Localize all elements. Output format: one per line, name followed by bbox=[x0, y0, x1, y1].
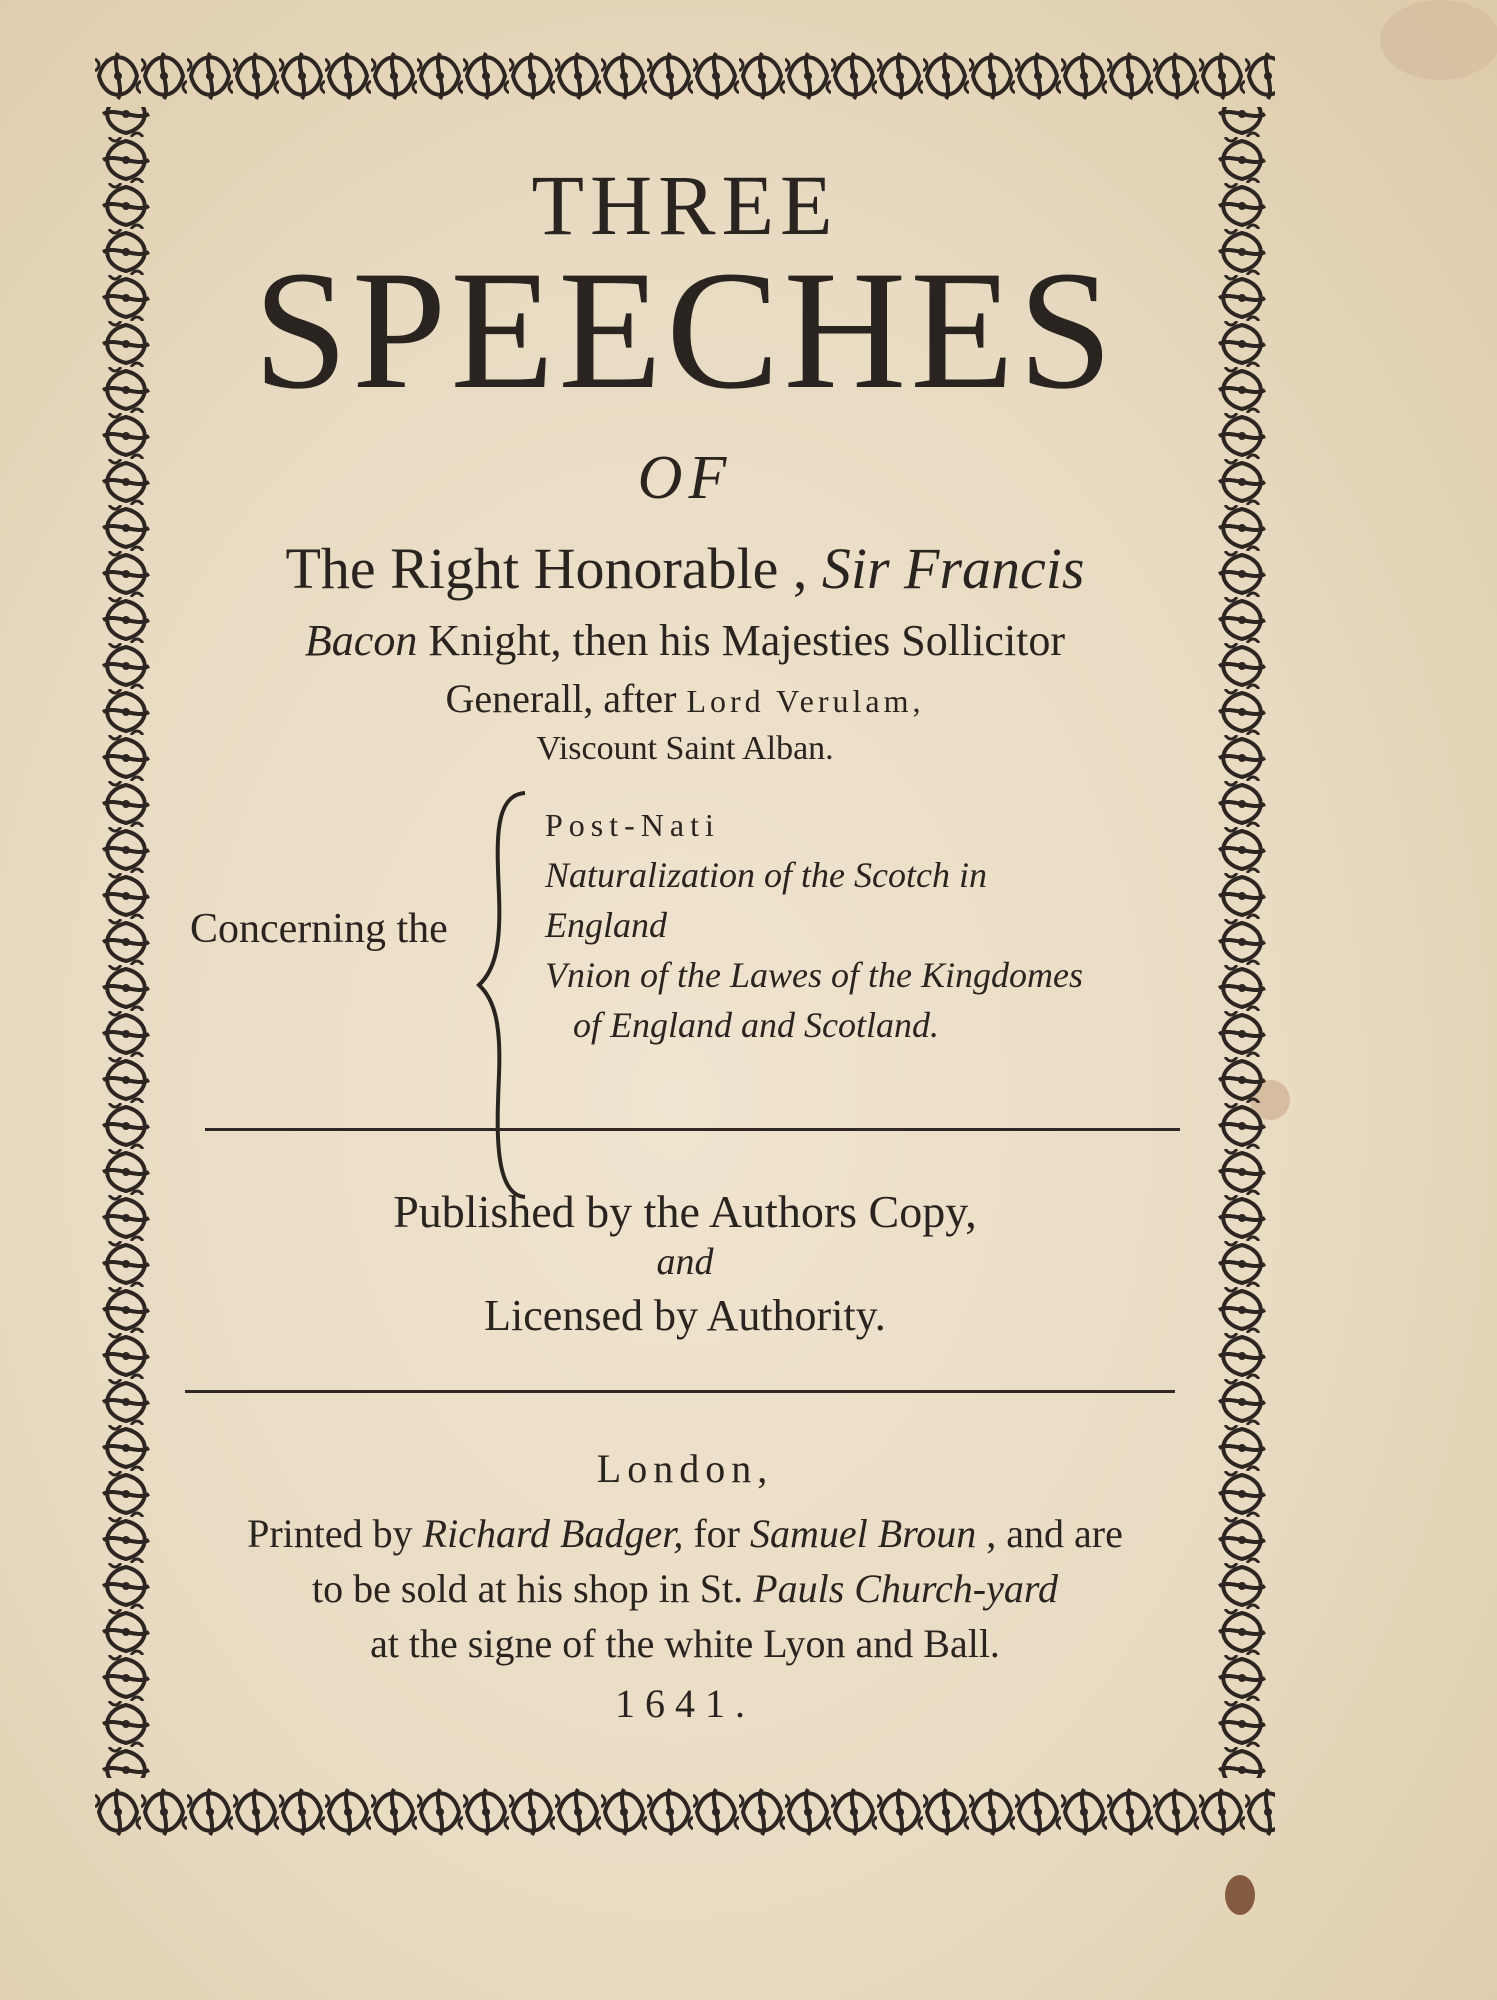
imprint-year: 1641. bbox=[615, 1681, 755, 1726]
imprint-bookseller: Samuel Broun bbox=[750, 1511, 977, 1556]
concerning-label: Concerning the bbox=[190, 906, 448, 952]
imprint-line-2 bbox=[175, 1565, 1195, 1612]
paper-stain-dark bbox=[1225, 1875, 1255, 1915]
author-line-2 bbox=[175, 615, 1195, 666]
author-line-2-italic: Bacon bbox=[304, 616, 418, 665]
published-line: Published by the Authors Copy, bbox=[393, 1186, 977, 1237]
paper-stain-top bbox=[1380, 0, 1497, 80]
divider-rule-1 bbox=[205, 1128, 1180, 1131]
author-line-2-roman: Knight, then his Majesties Sollicitor bbox=[417, 616, 1066, 665]
title-of: OF bbox=[637, 444, 733, 512]
licensed-line: Licensed by Authority. bbox=[484, 1291, 886, 1340]
title-three: THREE bbox=[531, 157, 839, 253]
divider-rule-2 bbox=[185, 1390, 1175, 1393]
author-line-3-smallcaps: Lord Verulam, bbox=[686, 683, 925, 719]
subject-naturalization: Naturalization of the Scotch in bbox=[545, 855, 987, 895]
title-speeches: SPEECHES bbox=[253, 236, 1117, 424]
imprint-churchyard: Pauls Church-yard bbox=[753, 1566, 1058, 1611]
subject-naturalization-cont: England bbox=[545, 905, 667, 945]
title-page-text bbox=[175, 125, 1195, 1765]
imprint-printer: Richard Badger, bbox=[422, 1511, 684, 1556]
imprint-line-1 bbox=[175, 1510, 1195, 1557]
subject-union-cont: of England and Scotland. bbox=[573, 1005, 939, 1045]
author-line-4: Viscount Saint Alban. bbox=[536, 730, 834, 767]
imprint-place: London, bbox=[596, 1446, 774, 1491]
subject-union: Vnion of the Lawes of the Kingdomes bbox=[545, 955, 1083, 995]
author-line-1 bbox=[175, 535, 1195, 602]
imprint-printed-by: Printed by bbox=[247, 1511, 423, 1556]
author-line-3-roman: Generall, after bbox=[445, 676, 687, 721]
imprint-and-are: , and are bbox=[976, 1511, 1123, 1556]
concerning-subjects bbox=[545, 800, 1083, 1050]
imprint-line-3: at the signe of the white Lyon and Ball. bbox=[370, 1621, 1000, 1666]
imprint-sold-at: to be sold at his shop in St. bbox=[312, 1566, 754, 1611]
author-line-3 bbox=[175, 675, 1195, 722]
and-line: and bbox=[656, 1241, 714, 1283]
author-line-1-roman: The Right Honorable , bbox=[285, 536, 822, 601]
subject-post-nati: Post-Nati bbox=[545, 807, 720, 843]
author-line-1-italic: Sir Francis bbox=[821, 536, 1085, 601]
curly-brace-icon bbox=[475, 785, 535, 1205]
imprint-for: for bbox=[683, 1511, 750, 1556]
